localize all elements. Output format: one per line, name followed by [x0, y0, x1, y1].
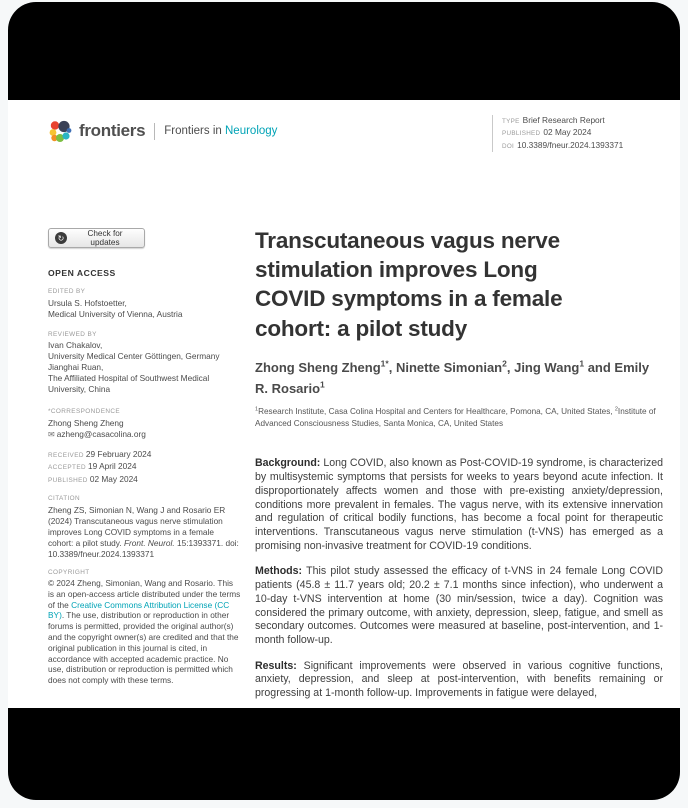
article-column: [255, 226, 663, 708]
abstract-background: Background: Long COVID, also known as Post-COVID-19 syndrome, is characterized by multisystemic symptoms that persists for weeks to years beyond acute infection. It disproportionately affects women and those with pre-existing anxiety/depression, conditions more prevalent in females. The vagus nerve, with its extensive innervation and regulation of critical bodily functions, has become a focal point for therapeutic interventions. Transcutaneous vagus nerve stimulation (t-VNS) has emerged as a promising non-invasive treatment for COVID-19 conditions.: [255, 457, 663, 552]
correspondence-name: Zhong Sheng Zheng: [48, 417, 124, 428]
header-divider: [154, 123, 155, 140]
published-row: PUBLISHED 02 May 2024: [48, 473, 138, 484]
dates-block: [48, 449, 241, 487]
correspondence-label: *CORRESPONDENCE: [48, 408, 121, 415]
abstract-results: Results: Significant improvements were observed in various cognitive functions, anxiety, depression, and sleep at post-intervention, with benefits remaining or progressing at 1-month follow-up. Improvements in fatigue were delayed,: [255, 659, 663, 700]
citation-label: CITATION: [48, 495, 81, 502]
correspondence-email-link[interactable]: azheng@casacolina.org: [56, 428, 146, 439]
abstract: [255, 457, 663, 701]
affiliation: $^2$Institute of Advanced Consciousness Studies, Santa Monica, CA, United States: [255, 406, 656, 428]
meta-published-row: PUBLISHED 02 May 2024: [502, 127, 592, 138]
citation-text: Zheng ZS, Simonian N, Wang J and Rosario ER (2024) Transcutaneous vagus nerve stimulation improves Long COVID symptoms in a female cohort: a pilot study. Front. Neurol. 15:1393371. doi: 10.3389/fneur.2024.1393371: [48, 504, 239, 559]
author-list: [255, 356, 663, 398]
copyright-block: [48, 568, 241, 686]
author: Zhong Sheng Zheng$^{1*}$,: [255, 358, 396, 376]
edited-by-block: EDITED BY Ursula S. Hofstoetter, Medical University of Vienna, Austria: [48, 287, 241, 320]
copyright-label: COPYRIGHT: [48, 568, 90, 576]
reviewed-by-block: REVIEWED BY Ivan Chakalov, University Medical Center Göttingen, Germany Jianghai Ruan, The Affiliated Hospital of Southwest Medical University, China: [48, 330, 241, 396]
citation-journal: Front. Neurol.: [123, 537, 175, 548]
correspondence-email-row: [48, 429, 241, 440]
meta-doi-row: DOI 10.3389/fneur.2024.1393371: [502, 139, 624, 150]
frontiers-wordmark: frontiers: [79, 121, 146, 140]
article-title: Transcutaneous vagus nerve stimulation improves Long COVID symptoms in a female cohort: a pilot study: [255, 228, 563, 341]
author: Jing Wang$^1$ and: [514, 358, 615, 376]
citation-block: [48, 494, 241, 560]
journal-name-link[interactable]: Neurology: [225, 125, 278, 137]
edited-by-label: EDITED BY: [48, 288, 86, 295]
affiliation: $^1$Research Institute, Casa Colina Hospital and Centers for Healthcare, Pomona, CA, United States,: [255, 406, 615, 417]
cc-by-license-link[interactable]: Creative Commons Attribution License (CC BY): [48, 599, 230, 621]
journal-title: Frontiers in Neurology: [164, 125, 278, 137]
received-row: RECEIVED 29 February 2024: [48, 448, 152, 459]
accepted-row: ACCEPTED 19 April 2024: [48, 461, 137, 471]
copyright-text: © 2024 Zheng, Simonian, Wang and Rosario. This is an open-access article distributed under the terms of the Creative Commons Attribution License (CC BY). The use, distribution or reproduction in other forums is permitted, provided the original author(s) and the copyright owner(s) are credited and that the original publication in this journal is cited, in accordance with accepted academic practice. No use, distribution or reproduction is permitted which does not comply with these terms.: [48, 578, 241, 686]
affiliation-list: [255, 404, 663, 429]
open-access-label: OPEN ACCESS: [48, 268, 116, 278]
journal-header: [48, 116, 277, 146]
meta-type-row: TYPE Brief Research Report: [502, 115, 605, 125]
article-meta-block: [492, 115, 664, 152]
paper-page: [8, 100, 680, 708]
document-viewer-card: [8, 2, 680, 800]
author: Emily R. Rosario$^1$: [255, 360, 650, 396]
reviewed-by-label: REVIEWED BY: [48, 330, 97, 338]
frontiers-logo-icon: [48, 119, 73, 144]
envelope-icon: ✉: [48, 429, 55, 439]
crossmark-icon: ↻: [55, 232, 67, 244]
author: Ninette Simonian$^2$,: [395, 358, 515, 376]
correspondence-block: [48, 407, 241, 440]
sidebar: [48, 228, 241, 686]
check-for-updates-button[interactable]: ↻ Check for updates: [48, 228, 145, 248]
abstract-methods: Methods: This pilot study assessed the efficacy of t-VNS in 24 female Long COVID patients (45.8 ± 11.7 years old; 20.2 ± 7.1 months since infection), who underwent a 10-day t-VNS intervention at home (30 min/session, twice a day). Cognition was considered the primary outcome, with anxiety, depression, sleep, fatigue, and smell as secondary outcomes. Outcomes were measured at baseline, post-intervention, and 1-month follow-up.: [255, 565, 663, 647]
